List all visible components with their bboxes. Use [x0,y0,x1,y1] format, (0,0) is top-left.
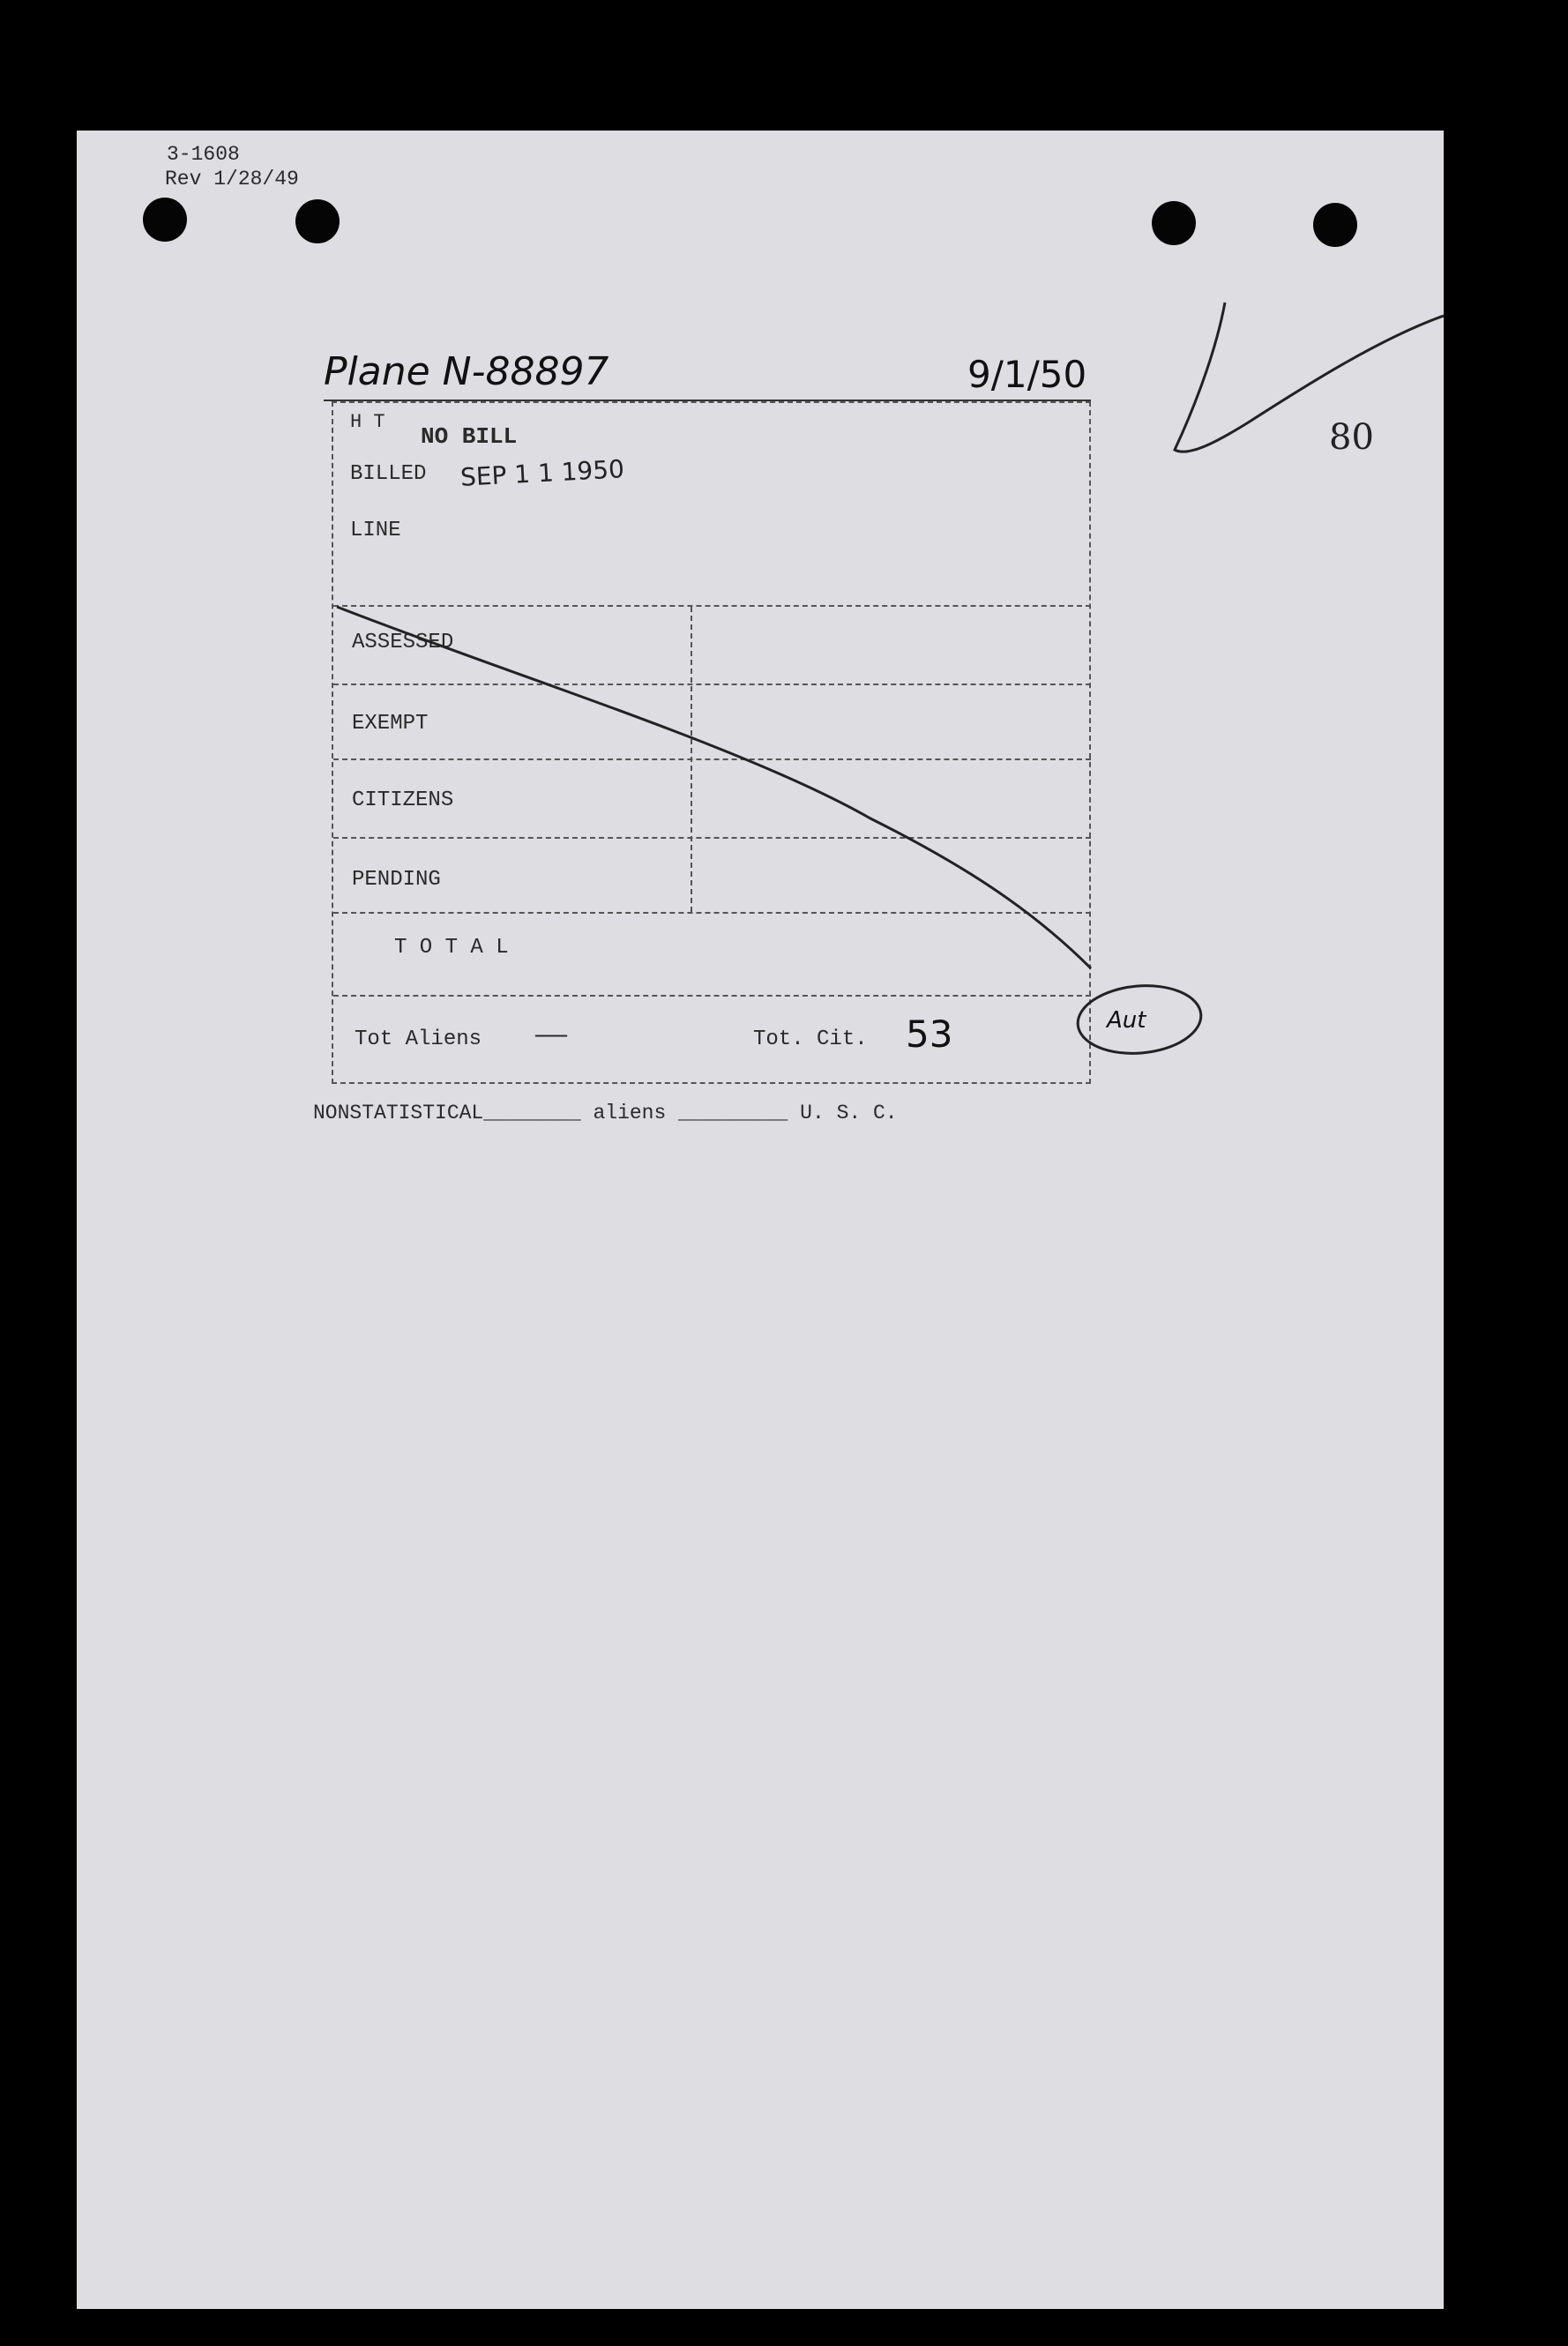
tot-aliens-label: Tot Aliens [355,1027,482,1051]
billed-date-stamp: SEP 1 1 1950 [459,454,625,492]
footer-line [313,1102,898,1124]
initials: Aut [1107,1007,1146,1034]
no-bill-stamp: NO BILL [421,423,518,450]
assessed-label: ASSESSED [352,631,454,654]
initials-circle [1075,981,1204,1058]
total-citizens-value: 53 [906,1012,953,1056]
billed-label: BILLED [350,462,427,486]
exempt-label: EXEMPT [352,712,429,736]
line-label: LINE [350,519,401,542]
pen-marks [77,131,1444,2309]
document-page [77,131,1444,2309]
aliens-label: aliens [593,1102,667,1124]
strike-through-line [337,607,1091,968]
nonstatistical-label: NONSTATISTICAL [313,1102,484,1124]
usc-label: U. S. C. [800,1102,898,1124]
ht-label: H T [350,411,385,433]
check-mark [1175,303,1444,452]
total-label: T O T A L [394,936,509,960]
nonstatistical-blank: ________ [483,1102,581,1124]
pending-label: PENDING [352,868,441,892]
plane-label: Plane N-88897 [324,349,609,394]
tot-cit-label: Tot. Cit. [753,1027,868,1051]
page-number: 80 [1329,417,1374,458]
handwritten-date: 9/1/50 [967,353,1087,396]
usc-blank: _________ [678,1102,788,1124]
form-number: 3-1608 [167,143,240,166]
citizens-label: CITIZENS [352,788,454,812]
tot-aliens-value: —— [535,1021,568,1051]
form-revision: Rev 1/28/49 [165,168,299,191]
